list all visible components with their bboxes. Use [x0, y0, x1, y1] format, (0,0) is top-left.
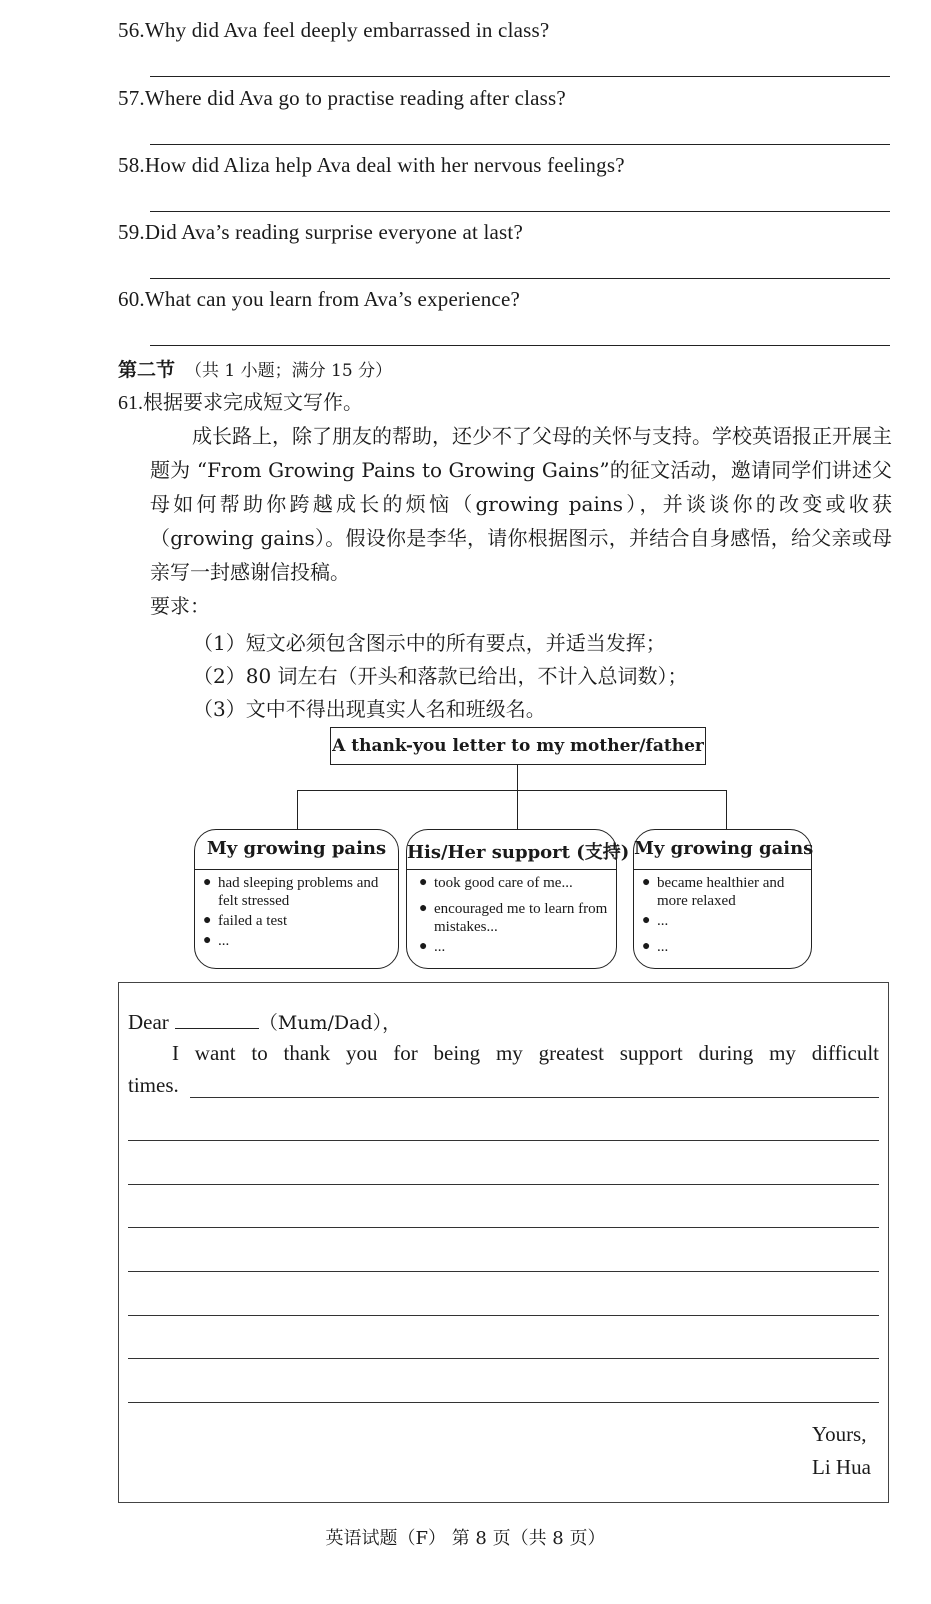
page-footer: 英语试题（F） 第 8 页（共 8 页）: [325, 1528, 606, 1549]
task-paragraph: 成长路上，除了朋友的帮助，还少不了父母的关怀与支持。学校英语报正开展主题为 “From Growing Pains to Growing Gains”的征文活动，邀请同学们讲述父母如何帮助你跨越成长的烦恼（growing pains），并谈谈你的改变或收获（growing gains）。假设你是李华，请你根据图示，并结合自身感悟，给父亲或母亲写一封感谢信投稿。: [150, 424, 892, 584]
requirement-2: （2）80 词左右（开头和落款已给出，不计入总词数）；: [193, 664, 688, 688]
requirement-1: （1）短文必须包含图示中的所有要点，并适当发挥；: [193, 631, 666, 655]
box-divider: [634, 869, 811, 870]
answer-line[interactable]: [150, 278, 890, 279]
writing-line[interactable]: [190, 1097, 879, 1098]
bullet-item: ● ...: [419, 939, 446, 955]
bullet-item: ● had sleeping problems and felt stressed: [203, 875, 379, 909]
writing-line[interactable]: [128, 1140, 879, 1141]
pains-box: [194, 829, 399, 969]
bullet-item: ● failed a test: [203, 913, 288, 929]
writing-line[interactable]: [128, 1184, 879, 1185]
requirement-3: （3）文中不得出现真实人名和班级名。: [193, 697, 546, 721]
requirements-label: 要求：: [150, 594, 210, 618]
writing-line[interactable]: [128, 1271, 879, 1272]
question-text: 58.How did Aliza help Ava deal with her nervous feelings?: [118, 153, 625, 177]
name-blank[interactable]: [175, 1010, 259, 1029]
writing-line[interactable]: [128, 1402, 879, 1403]
bullet-item: ● ...: [203, 933, 230, 949]
answer-line[interactable]: [150, 211, 890, 212]
bullet-item: ● ...: [642, 939, 669, 955]
answer-line[interactable]: [150, 144, 890, 145]
writing-line[interactable]: [128, 1227, 879, 1228]
letter-signature: Li Hua: [812, 1455, 871, 1479]
box-heading: My growing pains: [206, 838, 387, 859]
connector: [297, 790, 298, 829]
support-box: [406, 829, 630, 969]
connector: [517, 765, 518, 790]
diagram-title: A thank-you letter to my mother/father: [330, 727, 706, 765]
connector: [726, 790, 727, 829]
section-subtitle: （共 1 小题；满分 15 分）: [185, 361, 393, 381]
letter-opening-cont: times.: [128, 1073, 179, 1097]
box-divider: [195, 869, 398, 870]
letter-closing: Yours,: [812, 1422, 867, 1446]
bullet-item: ● ...: [642, 913, 669, 929]
question-text: 56.Why did Ava feel deeply embarrassed in class?: [118, 18, 550, 42]
letter-salutation: Dear （Mum/Dad），: [128, 1010, 402, 1034]
question-text: 59.Did Ava’s reading surprise everyone at last?: [118, 220, 523, 244]
letter-opening: I want to thank you for being my greatest support during my difficult: [172, 1041, 879, 1065]
question-text: 60.What can you learn from Ava’s experience?: [118, 287, 520, 311]
task-instruction: 61.根据要求完成短文写作。: [118, 390, 363, 414]
section-heading: 第二节: [118, 359, 176, 381]
section-title: [118, 355, 392, 382]
answer-line[interactable]: [150, 345, 890, 346]
answer-line[interactable]: [150, 76, 890, 77]
bullet-item: ● became healthier and more relaxed: [642, 875, 785, 909]
box-divider: [407, 869, 616, 870]
box-heading: My growing gains: [634, 838, 814, 859]
bullet-item: ● encouraged me to learn from mistakes...: [419, 901, 608, 935]
box-heading: His/Her support (支持): [407, 842, 630, 863]
gains-box: [633, 829, 812, 969]
question-text: 57.Where did Ava go to practise reading after class?: [118, 86, 566, 110]
writing-line[interactable]: [128, 1358, 879, 1359]
bullet-item: ● took good care of me...: [419, 875, 573, 891]
connector: [297, 790, 727, 791]
connector: [517, 790, 518, 829]
writing-line[interactable]: [128, 1315, 879, 1316]
